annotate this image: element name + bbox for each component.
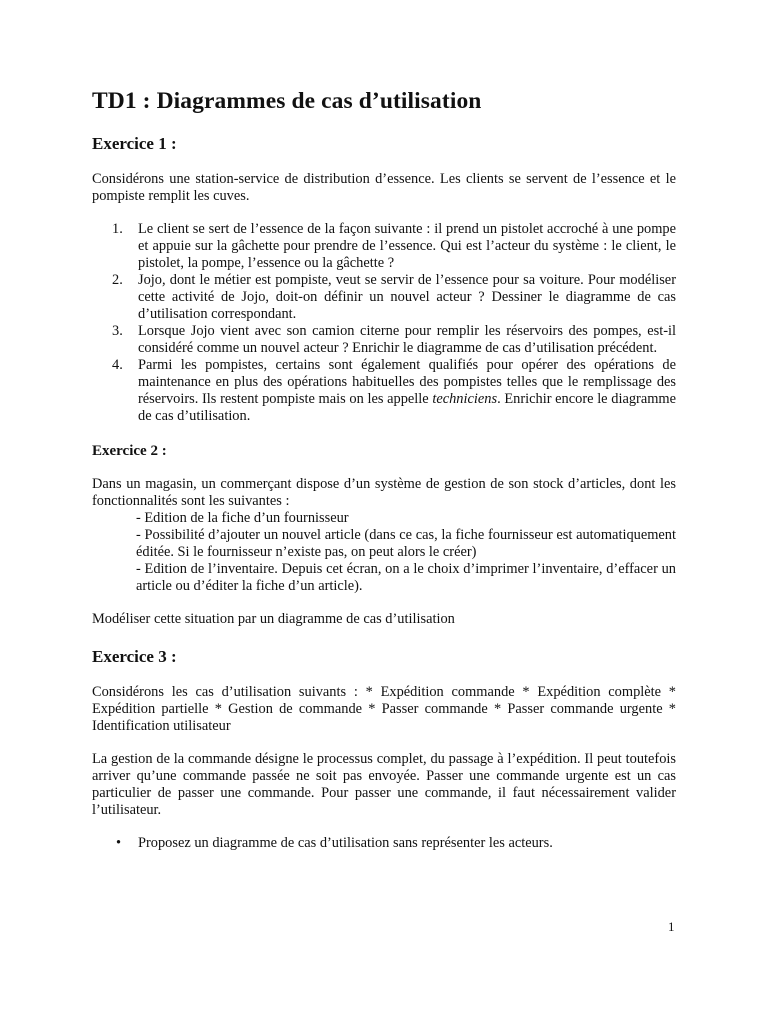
list-item-text: Lorsque Jojo vient avec son camion citerne pour remplir les réservoirs des pompes, est-il considéré comme un nouvel acteur ? Enrichir le diagramme de cas d’utilisation précédent.: [138, 323, 676, 356]
exercise-1-heading: Exercice 1 :: [92, 134, 177, 153]
document-title: TD1 : Diagrammes de cas d’utilisation: [92, 88, 482, 114]
text-segment: Parmi les pompistes, certains sont également qualifiés pour opérer des opérations de maintenance en plus des opérations habituelles des pompistes telles que le remplissage des réservoirs. Ils restent pompiste mais on les appelle: [138, 357, 676, 407]
list-item-text: [138, 357, 676, 424]
exercise-2-conclusion: Modéliser cette situation par un diagramme de cas d’utilisation: [92, 611, 455, 627]
italic-term: techniciens: [432, 391, 498, 407]
list-item: [92, 221, 676, 272]
list-item-text: Le client se sert de l’essence de la façon suivante : il prend un pistolet accroché à une pompe et appuie sur la gâchette pour prendre de l’essence. Qui est l’acteur du système : le client, le pistolet, la pompe, l’essence ou la gâchette ?: [138, 221, 676, 271]
list-item-text: Proposez un diagramme de cas d’utilisation sans représenter les acteurs.: [138, 835, 553, 851]
list-number: 3.: [112, 323, 123, 339]
exercise-2-heading: Exercice 2 :: [92, 443, 167, 459]
bullet-icon: •: [116, 835, 122, 851]
list-item-text: Jojo, dont le métier est pompiste, veut se servir de l’essence pour sa voiture. Pour modéliser cette activité de Jojo, doit-on définir un nouvel acteur ? Dessiner le diagramme de cas d’utilisation correspondant.: [138, 272, 676, 322]
feature-item: - Edition de l’inventaire. Depuis cet écran, on a le choix d’imprimer l’inventaire, d’effacer un article ou d’éditer la fiche d’un article).: [136, 561, 676, 594]
exercise-2-intro: Dans un magasin, un commerçant dispose d’un système de gestion de son stock d’articles, dont les fonctionnalités sont les suivantes :: [92, 476, 676, 509]
list-number: 4.: [112, 357, 123, 373]
exercise-1-intro: Considérons une station-service de distribution d’essence. Les clients se servent de l’essence et le pompiste remplit les cuves.: [92, 171, 676, 204]
exercise-1-questions: [92, 221, 676, 425]
exercise-3-bullets: [92, 835, 676, 852]
list-number: 2.: [112, 272, 123, 288]
list-item: [92, 272, 676, 323]
text-segment: . Enrichir encore le diagramme de cas d’utilisation.: [138, 391, 676, 424]
exercise-3-heading: Exercice 3 :: [92, 647, 177, 666]
page-number: 1: [668, 919, 675, 934]
exercise-2-feature-list: [92, 510, 676, 595]
feature-item: - Possibilité d’ajouter un nouvel article (dans ce cas, la fiche fournisseur est automatiquement éditée. Si le fournisseur n’existe pas, on peut alors le créer): [136, 527, 676, 560]
list-item: [92, 357, 676, 425]
exercise-3-paragraph: La gestion de la commande désigne le processus complet, du passage à l’expédition. Il peut toutefois arriver qu’une commande passée ne soit pas envoyée. Passer une commande urgente est un cas particulier de passer une commande. Pour passer une commande, il faut nécessairement valider l’utilisateur.: [92, 751, 676, 818]
list-item: [92, 323, 676, 357]
document-page: [92, 86, 676, 852]
feature-item: - Edition de la fiche d’un fournisseur: [136, 510, 349, 526]
list-number: 1.: [112, 221, 123, 237]
list-item: [92, 835, 676, 852]
exercise-3-intro: Considérons les cas d’utilisation suivants : * Expédition commande * Expédition complète * Expédition partielle * Gestion de commande * Passer commande * Passer commande urgente * Identification utilisateur: [92, 684, 676, 734]
